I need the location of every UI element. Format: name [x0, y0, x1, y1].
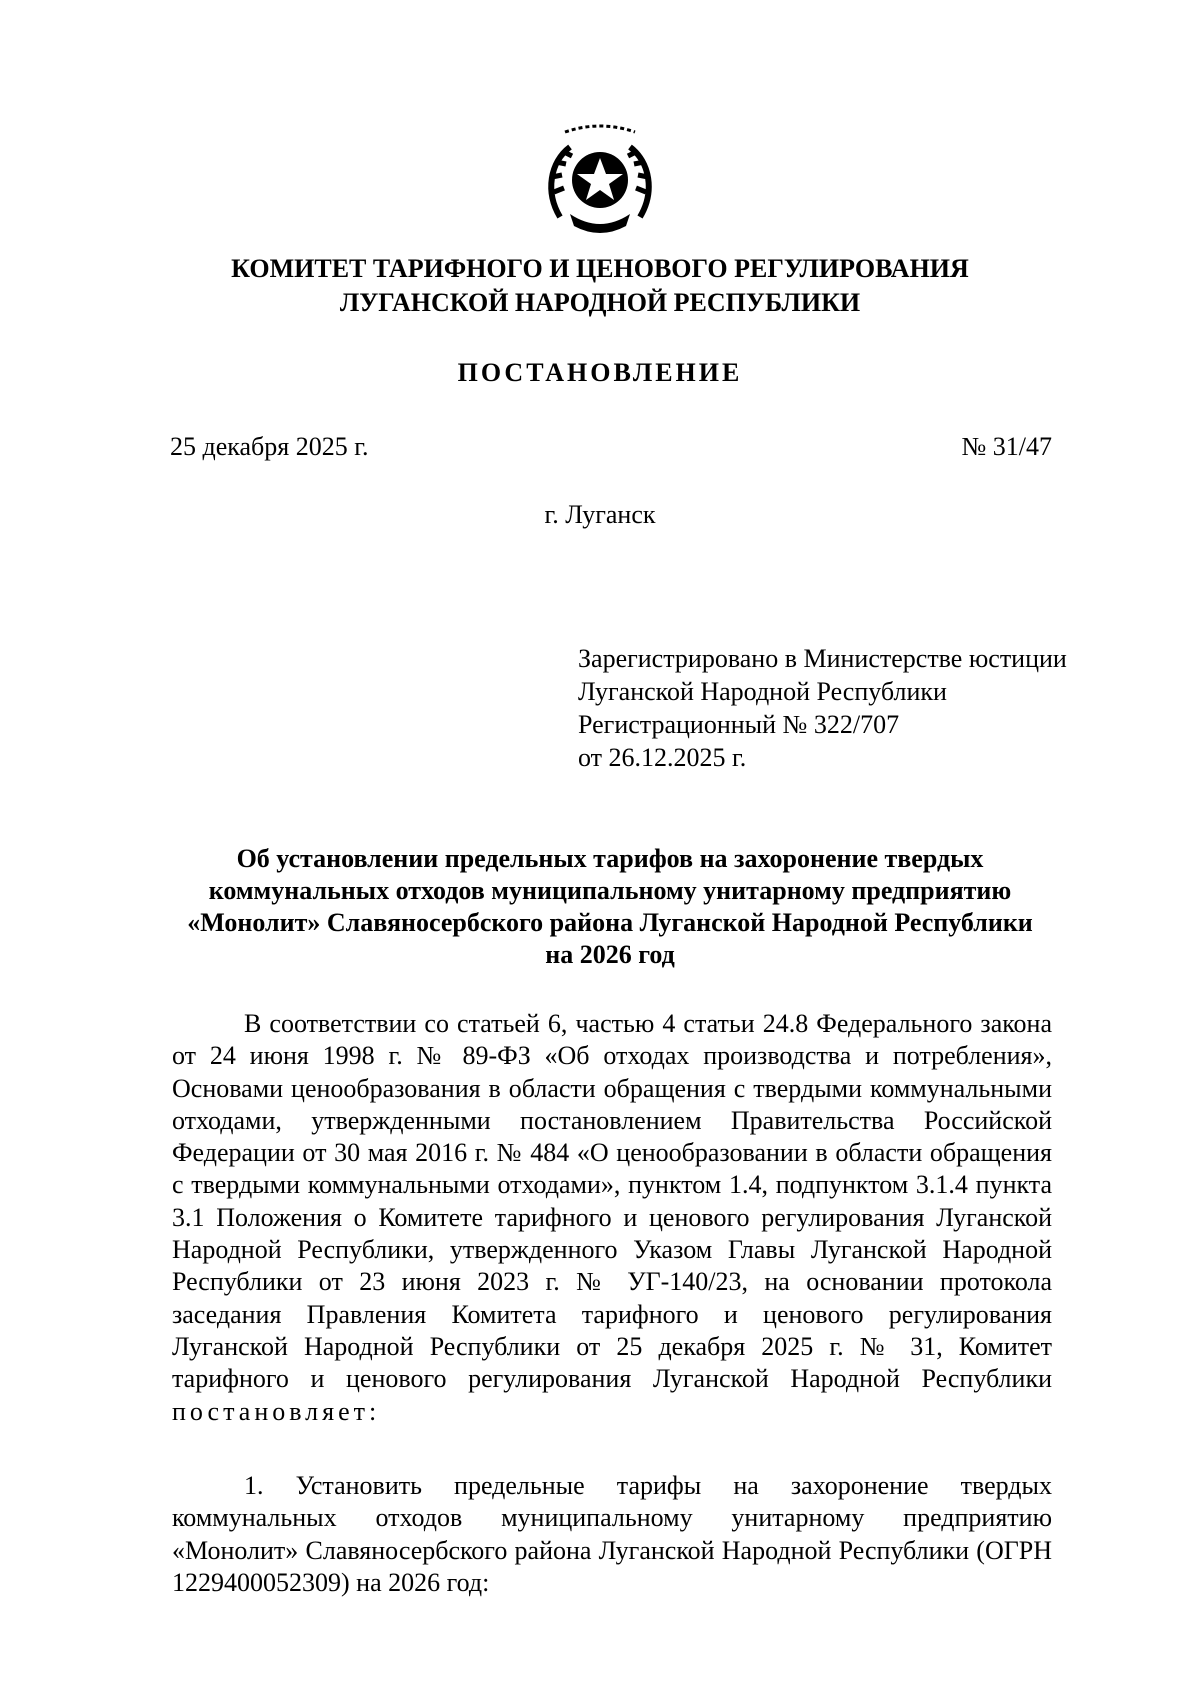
document-type: ПОСТАНОВЛЕНИЕ [457, 358, 743, 387]
title-line-1: Об установлении предельных тарифов на захоронение твердых [236, 844, 984, 873]
registration-stamp [578, 642, 1067, 774]
org-line-1: КОМИТЕТ ТАРИФНОГО И ЦЕНОВОГО РЕГУЛИРОВАНИЯ [231, 254, 969, 283]
registration-line-2: Луганской Народной Республики [578, 677, 947, 706]
coat-of-arms-icon [540, 122, 660, 242]
document-number: № 31/47 [961, 432, 1052, 461]
document-title [170, 843, 1050, 971]
title-line-3: «Монолит» Славяносербского района Луганской Народной Республики [187, 908, 1033, 937]
preamble-text: В соответствии со статьей 6, частью 4 статьи 24.8 Федерального закона от 24 июня 1998 г. № 89-ФЗ «Об отходах производства и потребления», Основами ценообразования в области обращения с твердыми коммунальными отходами, утвержденными постановлением Правительства Российской Федерации от 30 мая 2016 г. № 484 «О ценообразовании в области обращения с твердыми коммунальными отходами», пунктом 1.4, подпунктом 3.1.4 пункта 3.1 Положения о Комитете тарифного и ценового регулирования Луганской Народной Республики, утвержденного Указом Главы Луганской Народной Республики от 23 июня 2023 г. № УГ-140/23, на основании протокола заседания Правления Комитета тарифного и ценового регулирования Луганской Народной Республики от 25 декабря 2025 г. № 31, Комитет тарифного и ценового регулирования Луганской Народной Республики [172, 1009, 1052, 1394]
document-date: 25 декабря 2025 г. [170, 432, 369, 461]
item-1-paragraph: 1. Установить предельные тарифы на захоронение твердых коммунальных отходов муниципальному унитарному предприятию «Монолит» Славяносербского района Луганской Народной Республики (ОГРН 1229400052309) на 2026 год: [172, 1471, 1052, 1597]
resolves-word: постановляет: [172, 1396, 381, 1426]
registration-line-4: от 26.12.2025 г. [578, 743, 747, 772]
document-city: г. Луганск [544, 500, 656, 529]
organization-name [170, 252, 1030, 320]
registration-line-1: Зарегистрировано в Министерстве юстиции [578, 644, 1067, 673]
title-line-2: коммунальных отходов муниципальному унитарному предприятию [208, 876, 1012, 905]
org-line-2: ЛУГАНСКОЙ НАРОДНОЙ РЕСПУБЛИКИ [339, 288, 861, 317]
preamble-paragraph [172, 1008, 1052, 1428]
registration-line-3: Регистрационный № 322/707 [578, 710, 900, 739]
title-line-4: на 2026 год [545, 940, 675, 969]
